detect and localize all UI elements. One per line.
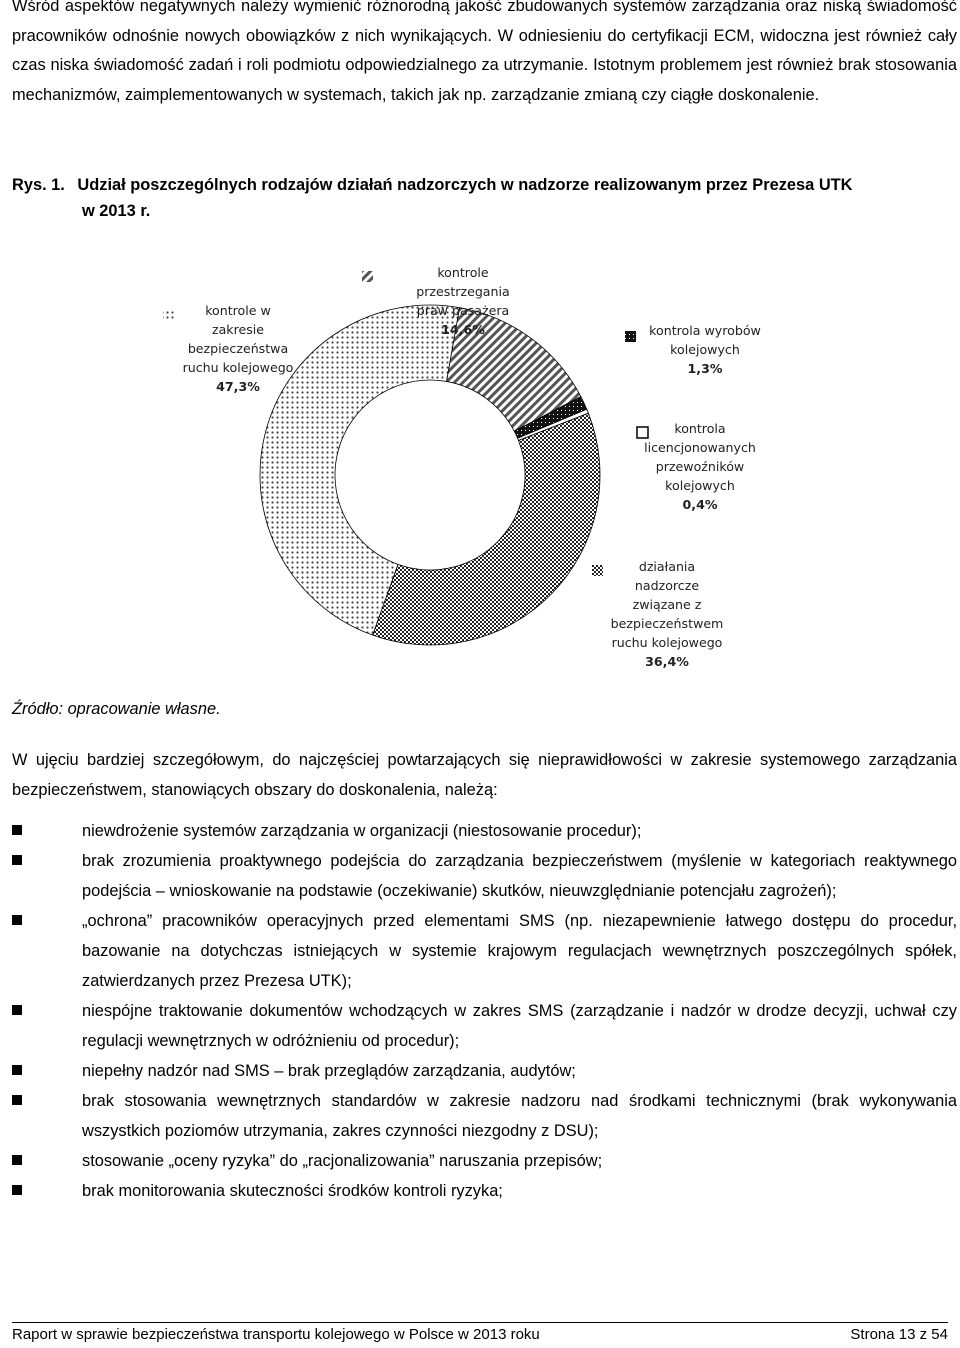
slice-label-line: działania: [638, 559, 696, 574]
slice-value-label: 47,3%: [216, 379, 260, 394]
bullet-text: niespójne traktowanie dokumentów wchodzących w zakres SMS (zarządzanie i nadzór w drodze decyzji, uchwał czy regulacji wewnętrznych w odróżnieniu od procedur);: [82, 1002, 957, 1050]
legend-swatch: [163, 309, 174, 320]
figure-source: Źródło: opracowanie własne.: [12, 700, 221, 718]
figure-title-line2: w 2013 r.: [82, 202, 151, 220]
bullet-item: [12, 996, 957, 1056]
bullet-item: [12, 846, 957, 906]
slice-label-line: związane z: [632, 597, 702, 612]
slice-label-line: bezpieczeństwa: [187, 341, 289, 356]
slice-value-label: 0,4%: [682, 497, 718, 512]
bullet-item: [12, 1176, 957, 1206]
slice-value-label: 1,3%: [687, 361, 723, 376]
slice-label-line: kontrole w: [205, 303, 271, 318]
bullet-marker-icon: [12, 1065, 22, 1075]
bullet-item: [12, 906, 957, 996]
bullet-marker-icon: [12, 855, 22, 865]
slice-label-line: kolejowych: [665, 478, 735, 493]
slice-label-line: bezpieczeństwem: [610, 616, 724, 631]
figure-title-line1: Udział poszczególnych rodzajów działań nadzorczych w nadzorze realizowanym przez Prezesa UTK: [77, 176, 853, 194]
bullet-item: [12, 1056, 957, 1086]
slice-label-line: kontrola wyrobów: [649, 323, 761, 338]
slice-label-line: przestrzegania: [416, 284, 510, 299]
slice-label-line: ruchu kolejowego: [182, 360, 294, 375]
bullet-marker-icon: [12, 1095, 22, 1105]
bullet-marker-icon: [12, 825, 22, 835]
slice-value-label: 14,6%: [441, 322, 485, 337]
slice-label-line: kontrola: [674, 421, 726, 436]
bullet-item: [12, 816, 957, 846]
bullet-text: niepełny nadzór nad SMS – brak przeglądów zarządzania, audytów;: [82, 1062, 576, 1080]
bullet-marker-icon: [12, 1005, 22, 1015]
figure-number: Rys. 1.: [12, 176, 65, 194]
slice-label-line: zakresie: [211, 322, 265, 337]
slice-label: [644, 421, 756, 512]
bullet-marker-icon: [12, 915, 22, 925]
bullet-item: [12, 1086, 957, 1146]
bullet-text: brak stosowania wewnętrznych standardów w zakresie nadzoru nad środkami technicznymi (brak wykonywania wszystkich poziomów utrzymania, zakres czynności niezgodny z DSU);: [82, 1092, 957, 1140]
issues-list: [12, 816, 957, 1206]
slice-value-label: 36,4%: [645, 654, 689, 669]
slice-label-line: ruchu kolejowego: [611, 635, 723, 650]
legend-swatch: [637, 427, 648, 438]
legend-swatch: [625, 331, 636, 342]
intro-paragraph: Wśród aspektów negatywnych należy wymienić różnorodną jakość zbudowanych systemów zarządzania oraz niską świadomość pracowników odnośnie nowych obowiązków z nich wynikających. W odniesieniu do certyfikacji ECM, widoczna jest również cały czas niska świadomość zadań i roli podmiotu odpowiedzialnego za utrzymanie. Istotnym problemem jest również brak stosowania mechanizmów, zaimplementowanych w systemach, takich jak np. zarządzanie zmianą czy ciągłe doskonalenie.: [12, 0, 957, 104]
bullet-text: stosowanie „oceny ryzyka” do „racjonalizowania” naruszania przepisów;: [82, 1152, 603, 1170]
slice-label-line: praw pasażera: [416, 303, 510, 318]
bullet-text: „ochrona” pracowników operacyjnych przed elementami SMS (np. niezapewnienie łatwego dostępu do procedur, bazowanie na dotychczas istniejących w systemie krajowym regulacjach wewnętrznych poszczególnych spółek, zatwierdzanych przez Prezesa UTK);: [82, 912, 957, 990]
bullet-text: brak monitorowania skuteczności środków kontroli ryzyka;: [82, 1182, 503, 1200]
bullet-item: [12, 1146, 957, 1176]
legend-swatch: [362, 271, 373, 282]
donut-slice: [373, 413, 600, 645]
slice-label-line: licencjonowanych: [644, 440, 756, 455]
slice-label-line: przewoźników: [655, 459, 745, 474]
footer-report-title: Raport w sprawie bezpieczeństwa transportu kolejowego w Polsce w 2013 roku: [12, 1326, 540, 1343]
second-paragraph: W ujęciu bardziej szczegółowym, do najczęściej powtarzających się nieprawidłowości w zakresie systemowego zarządzania bezpieczeństwem, stanowiących obszary do doskonalenia, należą:: [12, 751, 957, 799]
slice-label-line: nadzorcze: [634, 578, 700, 593]
slice-label-line: kolejowych: [670, 342, 740, 357]
slice-label: [611, 559, 724, 669]
figure-caption: [12, 172, 957, 224]
legend-swatch: [592, 565, 603, 576]
bullet-marker-icon: [12, 1155, 22, 1165]
footer-page-number: Strona 13 z 54: [850, 1326, 948, 1343]
slice-label: [649, 323, 761, 376]
bullet-text: brak zrozumienia proaktywnego podejścia do zarządzania bezpieczeństwem (myślenie w kategoriach reaktywnego podejścia – wnioskowanie na podstawie (oczekiwanie) skutków, nieuwzględnianie potencjału zagrożeń);: [82, 852, 957, 900]
bullet-text: niewdrożenie systemów zarządzania w organizacji (niestosowanie procedur);: [82, 822, 642, 840]
footer-divider: [12, 1322, 948, 1323]
donut-chart: [140, 245, 820, 685]
bullet-marker-icon: [12, 1185, 22, 1195]
slice-label-line: kontrole: [437, 265, 489, 280]
slice-label: [183, 303, 294, 394]
